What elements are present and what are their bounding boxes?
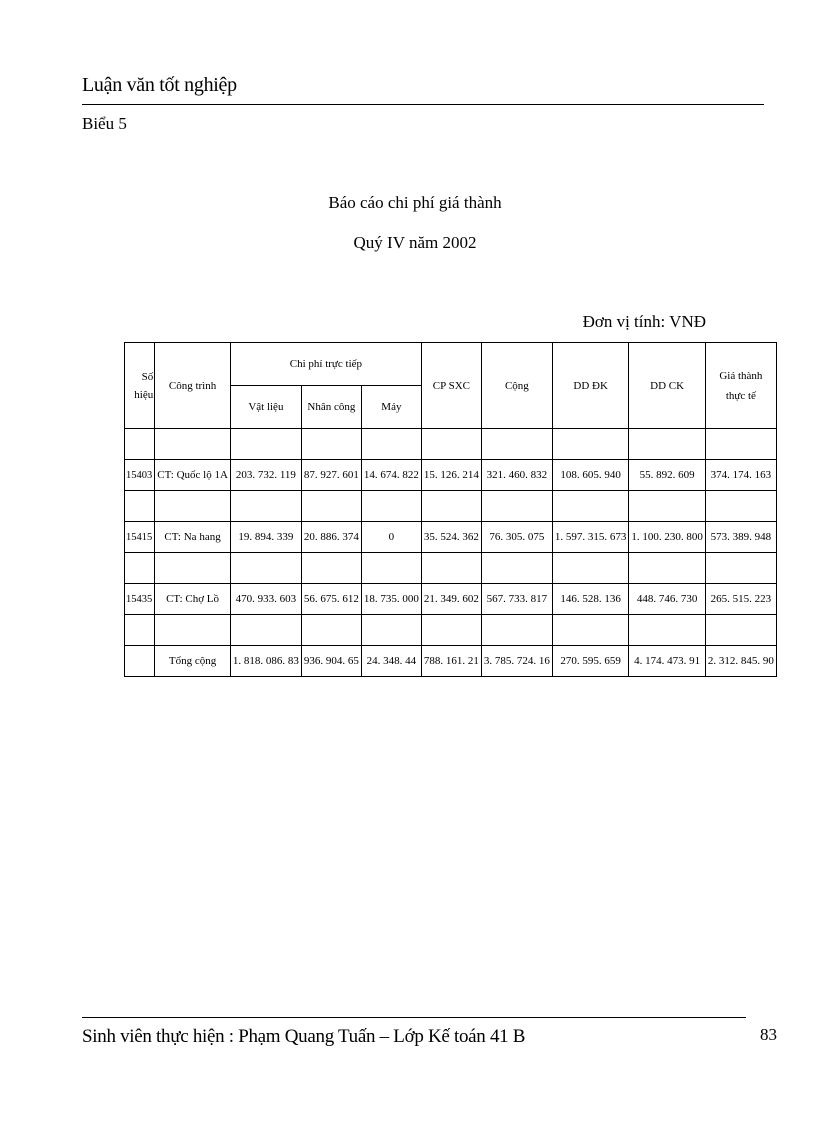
blank-row: [125, 553, 777, 584]
page-number: 83: [760, 1025, 777, 1044]
cell-cong-trinh: CT: Chợ Lồ: [155, 584, 231, 615]
header-rule: [82, 104, 764, 105]
cell-so-hieu: 15435: [125, 584, 155, 615]
cell-nhan-cong: 20. 886. 374: [301, 522, 361, 553]
header-row: [125, 343, 777, 386]
col-gia-thanh-line1: Giá thành: [719, 369, 763, 382]
blank-row: [125, 491, 777, 522]
cell-cong-trinh: CT: Quốc lộ 1A: [155, 460, 231, 491]
cell-vat-lieu: 470. 933. 603: [230, 584, 301, 615]
col-cong-trinh: Công trình: [155, 343, 231, 429]
blank-row: [125, 615, 777, 646]
cell-so-hieu: [125, 646, 155, 677]
table-row: [125, 522, 777, 553]
cell-dd-dk: 1. 597. 315. 673: [552, 522, 629, 553]
cell-cong: 76. 305. 075: [481, 522, 552, 553]
cell-cp-sxc: 35. 524. 362: [421, 522, 481, 553]
cell-cong: 567. 733. 817: [481, 584, 552, 615]
cell-nhan-cong: 56. 675. 612: [301, 584, 361, 615]
cell-dd-ck: 55. 892. 609: [629, 460, 706, 491]
cell-dd-ck: 1. 100. 230. 800: [629, 522, 706, 553]
cell-vat-lieu: 1. 818. 086. 83: [230, 646, 301, 677]
table-row: [125, 584, 777, 615]
col-gia-thanh-line2: thực tế: [725, 389, 756, 402]
cell-cong-trinh: CT: Na hang: [155, 522, 231, 553]
col-so-hieu-line2: hiệu: [134, 388, 154, 401]
cell-so-hieu: 15415: [125, 522, 155, 553]
cell-may: 24. 348. 44: [361, 646, 421, 677]
col-so-hieu: [125, 343, 155, 429]
col-vat-lieu: Vật liệu: [230, 386, 301, 429]
report-title: Báo cáo chi phí giá thành: [328, 193, 502, 212]
cell-gia-thanh: 573. 389. 948: [705, 522, 776, 553]
cell-dd-ck: 4. 174. 473. 91: [629, 646, 706, 677]
cell-vat-lieu: 19. 894. 339: [230, 522, 301, 553]
cell-may: 18. 735. 000: [361, 584, 421, 615]
unit-label: Đơn vị tính: VNĐ: [582, 312, 706, 331]
footer-author: Sinh viên thực hiện : Phạm Quang Tuấn – Lớp Kế toán 41 B: [82, 1026, 526, 1047]
col-so-hieu-line1: Số: [141, 370, 154, 383]
table-row: [125, 460, 777, 491]
cell-dd-dk: 270. 595. 659: [552, 646, 629, 677]
cell-dd-dk: 146. 528. 136: [552, 584, 629, 615]
cell-may: 0: [361, 522, 421, 553]
report-period: Quý IV năm 2002: [353, 233, 477, 252]
col-chi-phi-truc-tiep: Chi phí trực tiếp: [230, 343, 421, 386]
cell-nhan-cong: 936. 904. 65: [301, 646, 361, 677]
cell-gia-thanh: 2. 312. 845. 90: [705, 646, 776, 677]
section-label: Biểu 5: [82, 114, 127, 133]
col-dd-ck: DD CK: [629, 343, 706, 429]
col-cp-sxc: CP SXC: [421, 343, 481, 429]
total-row: [125, 646, 777, 677]
footer-rule: [82, 1017, 746, 1018]
blank-row: [125, 429, 777, 460]
col-nhan-cong: Nhân công: [301, 386, 361, 429]
cell-so-hieu: 15403: [125, 460, 155, 491]
cell-vat-lieu: 203. 732. 119: [230, 460, 301, 491]
cell-dd-dk: 108. 605. 940: [552, 460, 629, 491]
cell-cong: 321. 460. 832: [481, 460, 552, 491]
col-gia-thanh: [705, 343, 776, 429]
col-cong: Cộng: [481, 343, 552, 429]
cell-total-label: Tổng cộng: [155, 646, 231, 677]
cell-may: 14. 674. 822: [361, 460, 421, 491]
cell-gia-thanh: 374. 174. 163: [705, 460, 776, 491]
cell-gia-thanh: 265. 515. 223: [705, 584, 776, 615]
header-title: Luận văn tốt nghiệp: [82, 74, 237, 96]
cost-report-table: [124, 342, 777, 677]
cell-cp-sxc: 15. 126. 214: [421, 460, 481, 491]
col-dd-dk: DD ĐK: [552, 343, 629, 429]
cell-cp-sxc: 21. 349. 602: [421, 584, 481, 615]
cell-dd-ck: 448. 746. 730: [629, 584, 706, 615]
col-may: Máy: [361, 386, 421, 429]
cell-cp-sxc: 788. 161. 21: [421, 646, 481, 677]
cell-nhan-cong: 87. 927. 601: [301, 460, 361, 491]
cell-cong: 3. 785. 724. 16: [481, 646, 552, 677]
